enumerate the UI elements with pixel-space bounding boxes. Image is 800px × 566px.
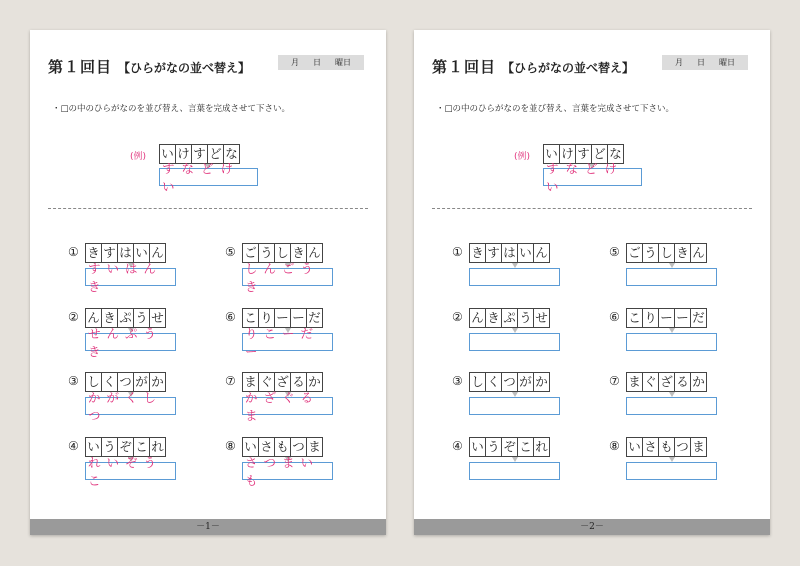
answer-box: [242, 390, 333, 423]
tile: は: [117, 243, 134, 263]
date-weekday: 曜日: [719, 58, 735, 67]
letter-tiles: [469, 372, 550, 392]
tile: け: [559, 144, 576, 164]
question-number: ⑧: [609, 439, 620, 453]
letter-tiles: [469, 243, 550, 263]
tile: う: [517, 308, 534, 328]
tile: す: [101, 243, 118, 263]
tile: ぐ: [258, 372, 275, 392]
dashed-divider: [432, 208, 752, 209]
dashed-divider: [48, 208, 368, 209]
date-weekday: 曜日: [335, 58, 351, 67]
date-box: [662, 55, 748, 70]
tile: つ: [501, 372, 518, 392]
letter-tiles: [469, 308, 550, 328]
tile: ー: [658, 308, 675, 328]
tile: ぷ: [501, 308, 518, 328]
tile: つ: [674, 437, 691, 457]
worksheet-page-1: [30, 30, 386, 535]
tile: ー: [290, 308, 307, 328]
answer-box: [85, 326, 176, 359]
page-title: [432, 56, 634, 77]
answer-text: すなどけい: [546, 161, 625, 194]
tile: く: [485, 372, 502, 392]
tile: ー: [274, 308, 291, 328]
tile: し: [85, 372, 102, 392]
tile: ま: [690, 437, 707, 457]
tile: か: [149, 372, 166, 392]
tile: れ: [533, 437, 550, 457]
question-number: ④: [68, 439, 79, 453]
instruction-text: ・□の中のひらがなのを並び替え、言葉を完成させて下さい。: [52, 104, 291, 114]
question-number: ④: [452, 439, 463, 453]
tile: な: [223, 144, 240, 164]
example-answer: [159, 161, 258, 194]
tile: り: [258, 308, 275, 328]
tile: い: [626, 437, 643, 457]
title-text: 第１回目: [432, 58, 497, 76]
tile: が: [517, 372, 534, 392]
answer-text: しんごうき: [245, 261, 320, 294]
tile: だ: [306, 308, 323, 328]
answer-box: [242, 261, 333, 294]
tile: き: [674, 243, 691, 263]
tile: も: [658, 437, 675, 457]
answer-input[interactable]: [469, 462, 560, 480]
tile: き: [85, 243, 102, 263]
tile: も: [274, 437, 291, 457]
tile: ー: [674, 308, 691, 328]
tile: こ: [517, 437, 534, 457]
answer-input[interactable]: [469, 397, 560, 415]
page-footer: －1－: [30, 519, 386, 535]
tile: つ: [290, 437, 307, 457]
question-number: ②: [68, 310, 79, 324]
tile: い: [85, 437, 102, 457]
tile: ぐ: [642, 372, 659, 392]
tile: る: [290, 372, 307, 392]
tile: ま: [242, 372, 259, 392]
tile: す: [575, 144, 592, 164]
tile: ぞ: [501, 437, 518, 457]
title-subtitle: 【ひらがなの並べ替え】: [118, 61, 251, 75]
tile: り: [642, 308, 659, 328]
tile: き: [485, 308, 502, 328]
tile: だ: [690, 308, 707, 328]
answer-text: すいはんき: [88, 261, 163, 294]
tile: か: [690, 372, 707, 392]
tile: は: [501, 243, 518, 263]
tile: か: [306, 372, 323, 392]
question-number: ①: [68, 245, 79, 259]
tile: る: [674, 372, 691, 392]
question-number: ⑤: [609, 245, 620, 259]
page-title: [48, 56, 250, 77]
answer-text: せんぷうき: [88, 326, 163, 359]
answer-box: [242, 455, 333, 488]
answer-text: すなどけい: [162, 161, 241, 194]
question-number: ③: [68, 374, 79, 388]
tile: い: [469, 437, 486, 457]
tile: し: [469, 372, 486, 392]
tile: ま: [626, 372, 643, 392]
question-number: ⑥: [225, 310, 236, 324]
answer-input[interactable]: [469, 268, 560, 286]
date-box: [278, 55, 364, 70]
answer-input[interactable]: [626, 397, 717, 415]
tile: ど: [207, 144, 224, 164]
answer-input[interactable]: [626, 462, 717, 480]
title-text: 第１回目: [48, 58, 113, 76]
tile: け: [175, 144, 192, 164]
tile: こ: [626, 308, 643, 328]
tile: ご: [242, 243, 259, 263]
tile: き: [469, 243, 486, 263]
answer-text: さつまいも: [245, 455, 320, 488]
worksheet-page-2: [414, 30, 770, 535]
tile: か: [533, 372, 550, 392]
letter-tiles: [626, 437, 707, 457]
tile: せ: [149, 308, 166, 328]
tile: ざ: [274, 372, 291, 392]
date-day: 日: [313, 58, 321, 67]
tile: い: [543, 144, 560, 164]
tile: さ: [258, 437, 275, 457]
question-number: ①: [452, 245, 463, 259]
tile: う: [642, 243, 659, 263]
tile: ぞ: [117, 437, 134, 457]
answer-box: [85, 455, 176, 488]
tile: す: [485, 243, 502, 263]
date-month: 月: [675, 58, 683, 67]
question-number: ⑦: [225, 374, 236, 388]
tile: ん: [690, 243, 707, 263]
question-number: ⑥: [609, 310, 620, 324]
title-subtitle: 【ひらがなの並べ替え】: [502, 61, 635, 75]
question-number: ③: [452, 374, 463, 388]
answer-text: かざぐるま: [245, 390, 320, 423]
date-day: 日: [697, 58, 705, 67]
letter-tiles: [626, 243, 707, 263]
tile: こ: [133, 437, 150, 457]
answer-input[interactable]: [469, 333, 560, 351]
tile: さ: [642, 437, 659, 457]
tile: な: [607, 144, 624, 164]
answer-input[interactable]: [626, 333, 717, 351]
question-number: ⑦: [609, 374, 620, 388]
tile: う: [258, 243, 275, 263]
example-label: (例): [130, 152, 147, 162]
tile: う: [133, 308, 150, 328]
tile: き: [290, 243, 307, 263]
instruction-text: ・□の中のひらがなのを並び替え、言葉を完成させて下さい。: [436, 104, 675, 114]
tile: ど: [591, 144, 608, 164]
tile: う: [485, 437, 502, 457]
question-number: ⑧: [225, 439, 236, 453]
tile: す: [191, 144, 208, 164]
tile: う: [101, 437, 118, 457]
tile: き: [101, 308, 118, 328]
tile: ご: [626, 243, 643, 263]
tile: い: [242, 437, 259, 457]
tile: ぷ: [117, 308, 134, 328]
answer-text: かがくしつ: [88, 390, 163, 423]
tile: が: [133, 372, 150, 392]
tile: ん: [469, 308, 486, 328]
question-number: ⑤: [225, 245, 236, 259]
example-label: (例): [514, 152, 531, 162]
letter-tiles: [626, 372, 707, 392]
tile: く: [101, 372, 118, 392]
tile: れ: [149, 437, 166, 457]
date-month: 月: [291, 58, 299, 67]
tile: ん: [533, 243, 550, 263]
letter-tiles: [626, 308, 707, 328]
tile: ん: [306, 243, 323, 263]
tile: ん: [85, 308, 102, 328]
tile: し: [274, 243, 291, 263]
answer-input[interactable]: [626, 268, 717, 286]
example-answer: [543, 161, 642, 194]
answer-box: [85, 390, 176, 423]
tile: つ: [117, 372, 134, 392]
answer-box: [85, 261, 176, 294]
answer-box: [242, 326, 333, 359]
tile: ざ: [658, 372, 675, 392]
letter-tiles: [469, 437, 550, 457]
page-footer: －2－: [414, 519, 770, 535]
tile: ん: [149, 243, 166, 263]
tile: い: [159, 144, 176, 164]
tile: し: [658, 243, 675, 263]
tile: せ: [533, 308, 550, 328]
tile: こ: [242, 308, 259, 328]
tile: い: [517, 243, 534, 263]
tile: い: [133, 243, 150, 263]
answer-text: りこーだー: [245, 326, 320, 359]
question-number: ②: [452, 310, 463, 324]
tile: ま: [306, 437, 323, 457]
answer-text: れいぞうこ: [88, 455, 163, 488]
